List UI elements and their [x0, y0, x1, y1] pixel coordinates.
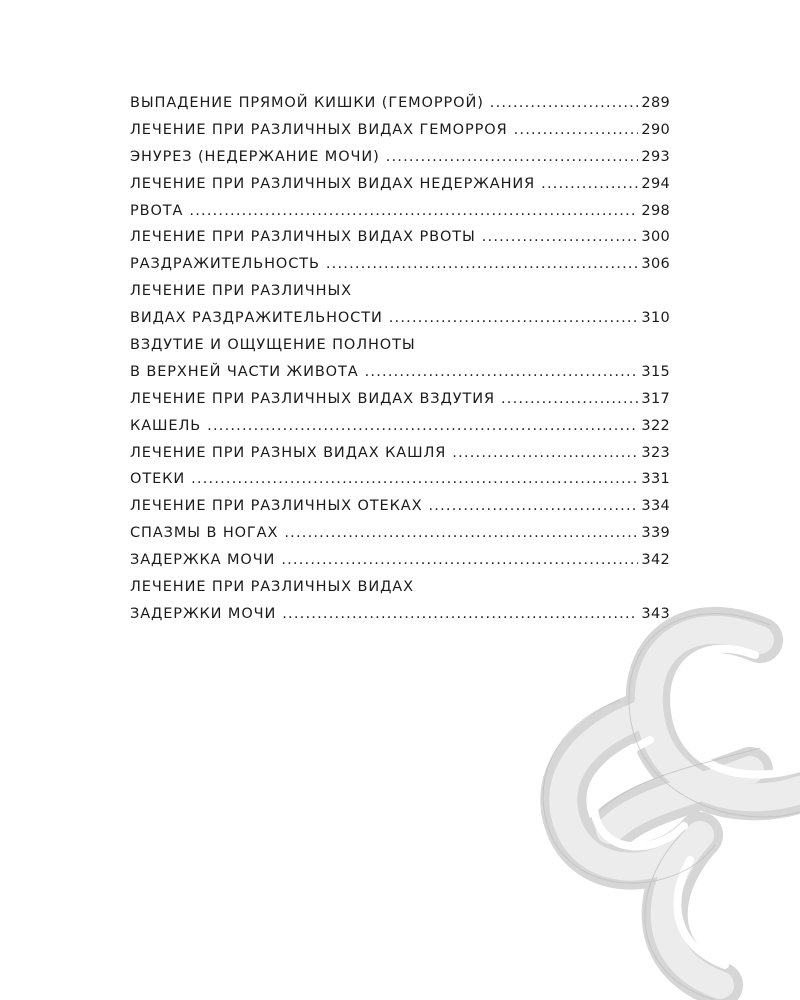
dot-leader — [281, 547, 638, 574]
toc-entry-title: ЛЕЧЕНИЕ ПРИ РАЗЛИЧНЫХ ВИДАХ — [130, 579, 414, 596]
toc-page-number: 322 — [641, 417, 670, 434]
toc-entry-title: РВОТА — [130, 202, 184, 219]
toc-page-number: 331 — [641, 471, 670, 488]
dot-leader — [189, 198, 638, 225]
toc-page-number: 298 — [641, 202, 670, 219]
toc-page-number: 334 — [641, 498, 670, 515]
toc-page-number: 317 — [641, 390, 670, 407]
toc-entry-title: ЭНУРЕЗ (НЕДЕРЖАНИЕ МОЧИ) — [130, 148, 380, 165]
dot-leader — [541, 171, 638, 198]
toc-page-number: 310 — [641, 310, 670, 327]
toc-entry-title: ЛЕЧЕНИЕ ПРИ РАЗЛИЧНЫХ ВИДАХ НЕДЕРЖАНИЯ — [130, 175, 536, 192]
dot-leader — [482, 224, 639, 251]
toc-page-number: 343 — [641, 605, 670, 622]
toc-entry — [130, 198, 670, 225]
toc-entry — [130, 90, 670, 117]
interlaced-rings-ornament-icon — [540, 605, 800, 1000]
toc-page-number: 339 — [641, 525, 670, 542]
toc-page-number: 323 — [641, 444, 670, 461]
toc-entry — [130, 359, 670, 386]
dot-leader — [207, 413, 638, 440]
toc-entry — [130, 547, 670, 574]
toc-entry-title: ЛЕЧЕНИЕ ПРИ РАЗЛИЧНЫХ ВИДАХ ГЕМОРРОЯ — [130, 121, 508, 138]
table-of-contents — [130, 90, 670, 628]
toc-entry-title: ЛЕЧЕНИЕ ПРИ РАЗНЫХ ВИДАХ КАШЛЯ — [130, 444, 447, 461]
toc-page-number: 315 — [641, 363, 670, 380]
dot-leader — [389, 305, 639, 332]
toc-page-number: 289 — [641, 95, 670, 111]
toc-entry-title: СПАЗМЫ В НОГАХ — [130, 525, 279, 542]
toc-page-number: 306 — [641, 256, 670, 273]
toc-entry-title: ЛЕЧЕНИЕ ПРИ РАЗЛИЧНЫХ — [130, 283, 352, 300]
dot-leader — [386, 144, 639, 171]
toc-page-number: 300 — [641, 229, 670, 246]
dot-leader — [452, 440, 638, 467]
dot-leader — [326, 251, 639, 278]
toc-entry — [130, 413, 670, 440]
toc-entry — [130, 171, 670, 198]
dot-leader — [284, 520, 638, 547]
toc-entry-title: В ВЕРХНЕЙ ЧАСТИ ЖИВОТА — [130, 363, 359, 380]
toc-entry — [130, 144, 670, 171]
toc-entry-line — [130, 574, 670, 601]
toc-entry — [130, 440, 670, 467]
toc-entry-title: ЗАДЕРЖКА МОЧИ — [130, 552, 276, 569]
toc-entry — [130, 520, 670, 547]
dot-leader — [365, 359, 639, 386]
dot-leader — [428, 493, 638, 520]
toc-entry-line — [130, 332, 670, 359]
toc-entry-title: ВЗДУТИЕ И ОЩУЩЕНИЕ ПОЛНОТЫ — [130, 337, 416, 354]
toc-entry — [130, 493, 670, 520]
toc-entry-title: ВЫПАДЕНИЕ ПРЯМОЙ КИШКИ (ГЕМОРРОЙ) — [130, 95, 484, 111]
toc-entry — [130, 117, 670, 144]
toc-entry-title: КАШЕЛЬ — [130, 417, 202, 434]
toc-entry — [130, 305, 670, 332]
toc-entry-title: ЛЕЧЕНИЕ ПРИ РАЗЛИЧНЫХ ОТЕКАХ — [130, 498, 423, 515]
toc-entry — [130, 251, 670, 278]
toc-entry-title: ВИДАХ РАЗДРАЖИТЕЛЬНОСТИ — [130, 310, 383, 327]
toc-entry — [130, 466, 670, 493]
dot-leader — [191, 466, 638, 493]
toc-entry-title: РАЗДРАЖИТЕЛЬНОСТЬ — [130, 256, 320, 273]
toc-entry-title: ЗАДЕРЖКИ МОЧИ — [130, 605, 277, 622]
dot-leader — [514, 117, 639, 144]
toc-entry — [130, 224, 670, 251]
toc-entry-line — [130, 278, 670, 305]
toc-entry — [130, 386, 670, 413]
toc-page-number: 294 — [641, 175, 670, 192]
toc-entry-title: ЛЕЧЕНИЕ ПРИ РАЗЛИЧНЫХ ВИДАХ ВЗДУТИЯ — [130, 390, 495, 407]
toc-entry-title: ОТЕКИ — [130, 471, 186, 488]
dot-leader — [490, 90, 639, 117]
toc-entry-title: ЛЕЧЕНИЕ ПРИ РАЗЛИЧНЫХ ВИДАХ РВОТЫ — [130, 229, 476, 246]
toc-page-number: 290 — [641, 121, 670, 138]
toc-page-number: 342 — [641, 552, 670, 569]
dot-leader — [501, 386, 638, 413]
toc-page-number: 293 — [641, 148, 670, 165]
